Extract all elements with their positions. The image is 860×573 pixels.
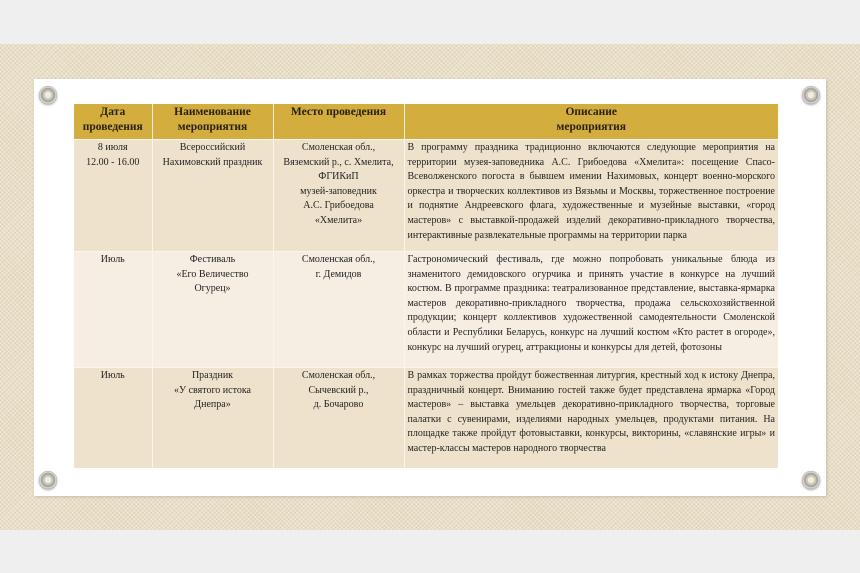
name-line: Днепра» (194, 399, 231, 411)
cell-description: В программу праздника традиционно включаются следующие мероприятия на территории музея-заповедника А.С. Грибоедова «Хмелита»: посещение Спасо-Всеволженского погоста в бывшем имении Нахимовых, концерт военно-морского оркестра и творческих коллективов из Вязьмы и Москвы, торжественное построение и поднятие Андреевского флага, художественные и музейные выставки, «город мастеров» с выставкой-продажей изделий декоративно-прикладного творчества, интерактивные развлекательные программы на территории парка (404, 140, 778, 252)
header-name (152, 104, 273, 140)
cell-place (273, 252, 404, 368)
name-line: Фестиваль (189, 254, 236, 265)
place-line: Сычевский р., (308, 384, 369, 396)
name-line: Нахимовский праздник (162, 156, 263, 168)
events-table (74, 104, 778, 468)
cell-date (74, 140, 152, 252)
table-row (74, 140, 778, 252)
name-line: Праздник (191, 370, 234, 381)
name-line: Всероссийский (179, 142, 246, 153)
place-line: Смоленская обл., (301, 142, 376, 153)
grommet-icon (802, 86, 820, 104)
place-line: «Хмелита» (314, 214, 363, 226)
place-line: А.С. Грибоедова (303, 200, 374, 212)
place-line: ФГИКиП (318, 171, 359, 183)
place-line: Вяземский р., с. Хмелита, (283, 156, 394, 168)
header-line: Место проведения (290, 106, 387, 118)
date-line: Июль (100, 370, 125, 381)
time-line: 12.00 - 16.00 (86, 156, 140, 168)
cell-description: В рамках торжества пройдут божественная литургия, крестный ход к истоку Днепра, праздничный концерт. Вниманию гостей также будет представлена ярмарка «Город мастеров» – выставка умельцев декоративно-прикладного творчества, торговые палатки с сувенирами, изделиями народных умельцев, продуктами питания. На площадке также пройдут фотовыставки, конкурсы, викторины, «славянские игры» и мастер-классы мастеров народного творчества (404, 368, 778, 469)
header-description (404, 104, 778, 140)
header-date (74, 104, 152, 140)
header-line: проведения (82, 121, 143, 133)
grommet-icon (39, 471, 57, 489)
grommet-icon (39, 86, 57, 104)
grommet-icon (802, 471, 820, 489)
name-line: «Его Величество (176, 268, 249, 280)
cell-name (152, 368, 273, 469)
cell-date (74, 368, 152, 469)
header-line: Дата (100, 106, 126, 118)
cell-date (74, 252, 152, 368)
cell-place (273, 140, 404, 252)
name-line: «У святого истока (174, 384, 251, 396)
date-line: Июль (100, 254, 125, 265)
name-line: Огурец» (194, 283, 231, 295)
date-line: 8 июля (97, 142, 128, 153)
header-line: мероприятия (556, 121, 626, 133)
header-line: Наименование (174, 106, 251, 118)
header-line: мероприятия (177, 121, 248, 133)
table-header-row (74, 104, 778, 140)
cell-place (273, 368, 404, 469)
place-line: д. Бочарово (313, 399, 364, 411)
cell-description: Гастрономический фестиваль, где можно попробовать уникальные блюда из знаменитого демидовского огурчика и принять участие в конкурсе на лучший костюм. В программе праздника: театрализованное представление, выставка-ярмарка мастеров декоративно-прикладного творчества, продажа сельскохозяйственной продукции; концерт коллективов художественной самодеятельности Смоленской области и Республики Беларусь, конкурс на лучший костюм «Кто растет в огороде», конкурс на лучший огурец, аттракционы и конкурсы для детей, фотозоны (404, 252, 778, 368)
header-place (273, 104, 404, 140)
place-line: Смоленская обл., (301, 254, 376, 265)
table-row (74, 368, 778, 469)
table-row (74, 252, 778, 368)
header-line: Описание (565, 106, 618, 118)
cell-name (152, 252, 273, 368)
cell-name (152, 140, 273, 252)
place-line: г. Демидов (315, 268, 362, 280)
place-line: Смоленская обл., (301, 370, 376, 381)
place-line: музей-заповедник (300, 185, 377, 197)
